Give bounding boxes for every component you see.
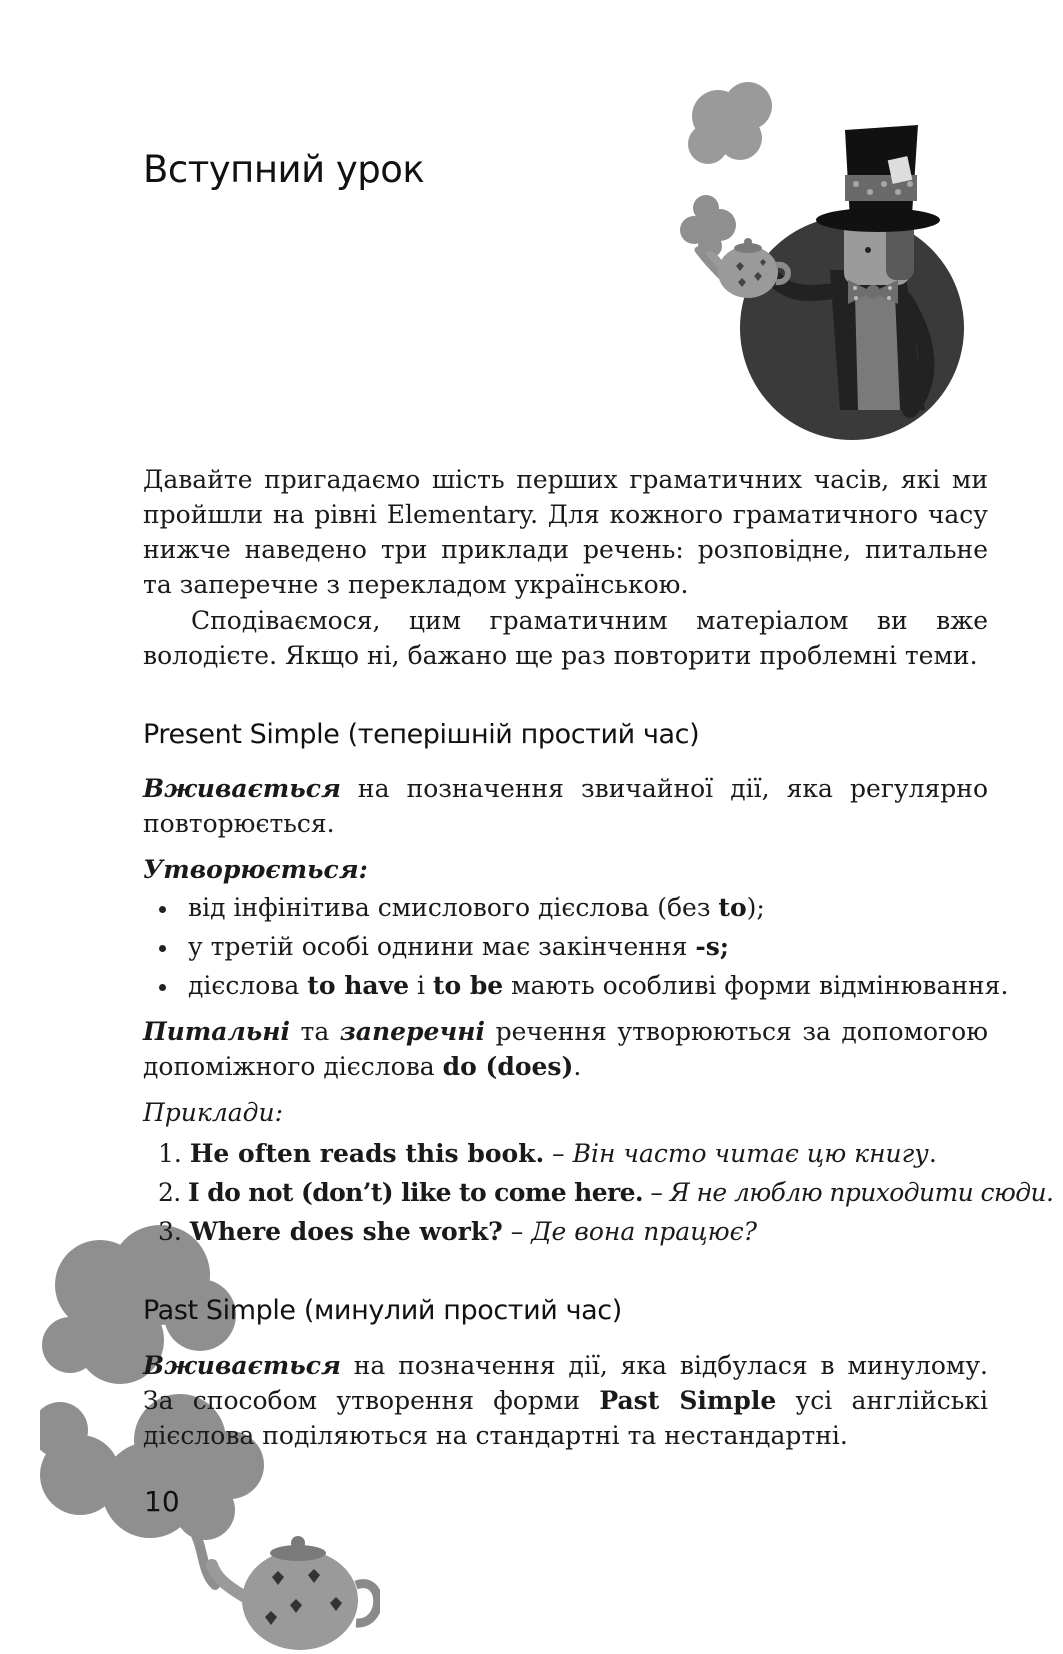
list-item: 3. Where does she work? – Де вона працює?	[158, 1217, 758, 1246]
examples-list	[143, 1134, 1054, 1251]
usage-term: Вживається	[143, 774, 341, 803]
list-item: від інфінітива смислового дієслова (без to);	[143, 888, 993, 927]
past-simple-heading: Past Simple (минулий простий час)	[143, 1295, 622, 1326]
usage-text: на позначення звичайної дії, яка регулярно повторюється.	[143, 774, 988, 838]
formed-label: Утворюється:	[143, 855, 368, 884]
list-item: 2. I do not (don’t) like to come here. – Я не люблю приходити сюди.	[158, 1178, 1054, 1207]
list-item: дієслова to have і to be мають особливі форми відмінювання.	[143, 966, 993, 1005]
past-simple-usage: Вживається на позначення дії, яка відбулася в минулому. За способом утворення форми Past Simple усі англійські дієслова поділяються на стандартні та нестандартні.	[143, 1351, 988, 1450]
question-negative-rule: Питальні та заперечні речення утворюються за допомогою допоміжного дієслова do (does).	[143, 1017, 988, 1081]
present-simple-usage	[143, 771, 988, 841]
list-item: 1. He often reads this book. – Він часто читає цю книгу.	[158, 1139, 937, 1168]
examples-label: Приклади:	[143, 1098, 284, 1127]
mad-hatter-illustration	[680, 80, 1000, 450]
present-simple-heading: Present Simple (теперішній простий час)	[143, 719, 700, 750]
page-number: 10	[144, 1485, 180, 1518]
intro-paragraph-1: Давайте пригадаємо шість перших граматичних часів, які ми пройшли на рівні Elementary. Для кожного граматичного часу нижче наведено три приклади речень: розповідне, питальне та заперечне з перекладом українською.	[143, 465, 988, 599]
list-item: у третій особі однини має закінчення -s;	[143, 927, 993, 966]
intro-paragraph-2: Сподіваємося, цим граматичним матеріалом ви вже володієте. Якщо ні, бажано ще раз повторити проблемні теми.	[143, 606, 988, 670]
formation-bullet-list	[143, 888, 1009, 1005]
page-title: Вступний урок	[143, 148, 425, 191]
